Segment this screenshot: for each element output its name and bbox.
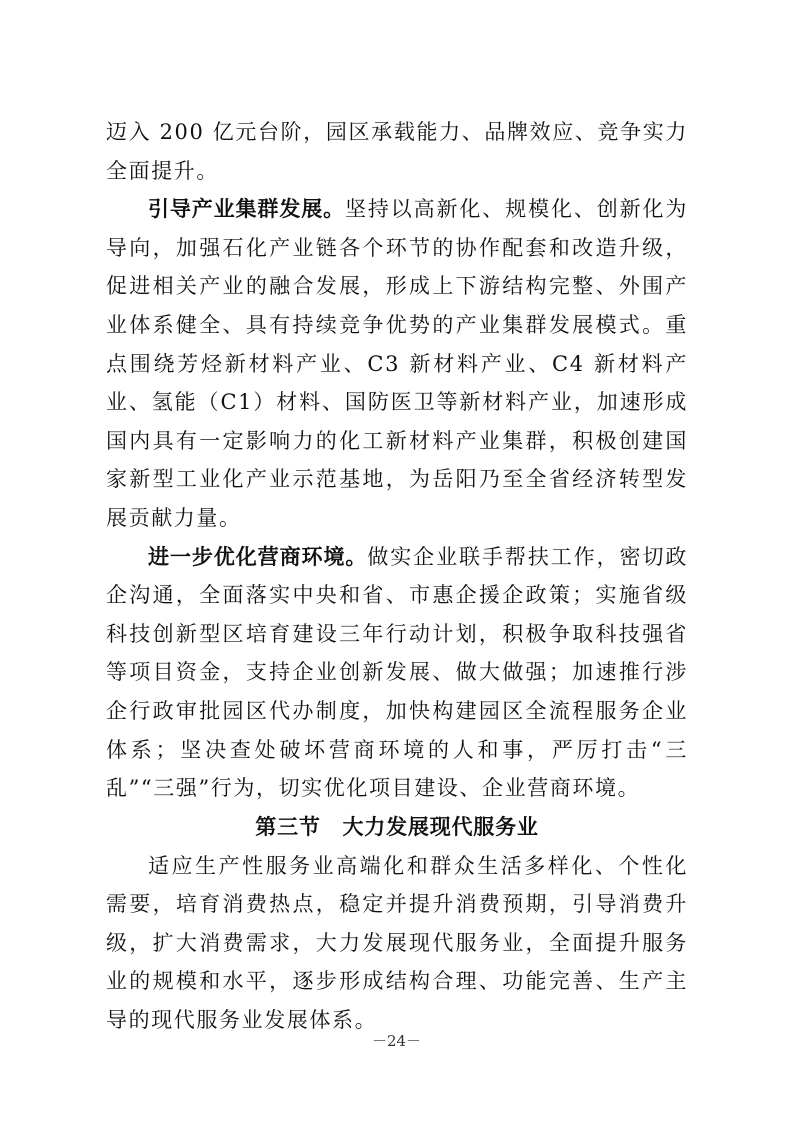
paragraph-body: 做实企业联手帮扶工作，密切政企沟通，全面落实中央和省、市惠企援企政策；实施省级科技创新型区培育建设三年行动计划，积极争取科技强省等项目资金，支持企业创新发展、做大做强；加速推行涉企行政审批园区代办制度，加快构建园区全流程服务企业体系；坚决查处破坏营商环境的人和事，严厉打击“三乱”“三强”行为，切实优化项目建设、企业营商环境。 [106, 544, 689, 801]
paragraph-business-environment [106, 538, 688, 808]
section-title: 第三节 大力发展现代服务业 [255, 814, 539, 839]
page-content [106, 113, 688, 1040]
paragraph-lead-heading: 引导产业集群发展。 [148, 197, 345, 222]
paragraph-modern-services: 适应生产性服务业高端化和群众生活多样化、个性化需要，培育消费热点，稳定并提升消费预期，引导消费升级，扩大消费需求，大力发展现代服务业，全面提升服务业的规模和水平，逐步形成结构合理、功能完善、生产主导的现代服务业发展体系。 [106, 853, 688, 1033]
paragraph-industrial-cluster [106, 190, 688, 537]
paragraph-lead-heading: 进一步优化营商环境。 [148, 544, 368, 569]
paragraph-continuation: 迈入 200 亿元台阶，园区承载能力、品牌效应、竞争实力全面提升。 [106, 120, 688, 183]
paragraph-body: 坚持以高新化、规模化、创新化为导向，加强石化产业链各个环节的协作配套和改造升级，促进相关产业的融合发展，形成上下游结构完整、外围产业体系健全、具有持续竞争优势的产业集群发展模式。重点围绕芳烃新材料产业、C3 新材料产业、C4 新材料产业、氢能（C1）材料、国防医卫等新材料产业，加速形成国内具有一定影响力的化工新材料产业集群，积极创建国家新型工业化产业示范基地，为岳阳乃至全省经济转型发展贡献力量。 [106, 197, 688, 530]
page-number: －24－ [371, 1032, 422, 1050]
